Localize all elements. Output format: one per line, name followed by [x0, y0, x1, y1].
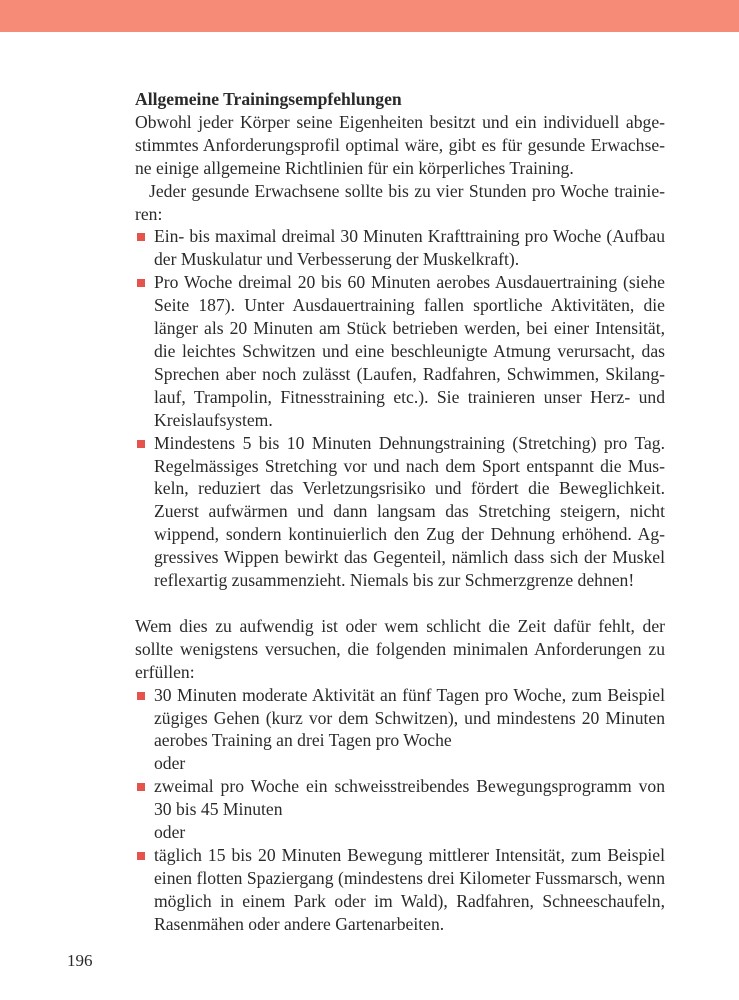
minimal-options-list	[135, 684, 665, 753]
or-separator: oder	[154, 753, 186, 774]
list-item	[135, 432, 665, 592]
list-item-text: 30 Minuten moderate Aktivität an fünf Tagen pro Woche, zum Beispiel zügiges Gehen (kurz vor dem Schwitzen), und mindestens 20 Minuten aerobes Training an drei Tagen pro Woche	[154, 684, 665, 751]
list-item-text: Mindestens 5 bis 10 Minuten Dehnungstraining (Stretching) pro Tag. Regelmässiges Stretching vor und nach dem Sport entspannt die Muskeln, reduziert das Verletzungsrisiko und fördert die Beweglichkeit. Zuerst aufwärmen und dann langsam das Stretching steigern, nicht wippend, sondern kontinuierlich den Zug der Dehnung erhöhend. Aggressives Wippen bewirkt das Gegenteil, nämlich dass sich der Muskel reflexartig zusammenzieht. Niemals bis zur Schmerzgrenze dehnen!	[154, 432, 665, 591]
or-separator: oder	[154, 822, 186, 843]
list-item-text: zweimal pro Woche ein schweisstreibendes Bewegungsprogramm von 30 bis 45 Minuten	[154, 776, 665, 820]
page-number: 196	[67, 951, 93, 970]
minimal-intro-paragraph: Wem dies zu aufwendig ist oder wem schlicht die Zeit dafür fehlt, der sollte wenigstens versuchen, die folgenden minimalen Anforderungen zu erfüllen:	[135, 615, 665, 682]
lead-paragraph: Jeder gesunde Erwachsene sollte bis zu vier Stunden pro Woche trainieren:	[135, 180, 665, 224]
intro-paragraph: Obwohl jeder Körper seine Eigenheiten besitzt und ein individuell abgestimmtes Anforderungsprofil optimal wäre, gibt es für gesunde Erwachsene einige allgemeine Richtlinien für ein körperliches Training.	[135, 111, 665, 178]
minimal-options-list	[135, 775, 665, 821]
list-item-text: täglich 15 bis 20 Minuten Bewegung mittlerer Intensität, zum Beispiel einen flotten Spaziergang (mindestens drei Kilometer Fussmarsch, wenn möglich in einem Park oder im Wald), Radfahren, Schneeschaufeln, Rasenmähen oder andere Gartenarbeiten.	[154, 845, 665, 934]
square-bullet-icon	[137, 279, 145, 287]
list-item	[135, 844, 665, 936]
square-bullet-icon	[137, 783, 145, 791]
square-bullet-icon	[137, 692, 145, 700]
list-item	[135, 775, 665, 821]
recommendation-list	[135, 225, 665, 592]
list-item	[135, 684, 665, 753]
top-color-band	[0, 0, 739, 32]
square-bullet-icon	[137, 233, 145, 241]
square-bullet-icon	[137, 440, 145, 448]
spacer	[135, 592, 665, 615]
list-item-text: Pro Woche dreimal 20 bis 60 Minuten aerobes Ausdauertraining (siehe Seite 187). Unter Ausdauertraining fallen sportliche Aktivitäten, die länger als 20 Minuten am Stück betrieben werden, bei einer Intensität, die leichtes Schwitzen und eine beschleunigte Atmung verursacht, das Sprechen aber noch zulässt (Laufen, Radfahren, Schwimmen, Skilanglauf, Trampolin, Fitnesstraining etc.). Sie trainieren unser Herz- und Kreislaufsystem.	[154, 272, 665, 430]
section-heading: Allgemeine Trainingsempfehlungen	[135, 89, 402, 109]
minimal-options-list	[135, 844, 665, 936]
list-item	[135, 271, 665, 431]
list-item-text: Ein- bis maximal dreimal 30 Minuten Krafttraining pro Woche (Aufbau der Muskulatur und Verbesserung der Muskelkraft).	[154, 226, 665, 270]
page-body	[135, 88, 665, 936]
square-bullet-icon	[137, 852, 145, 860]
list-item	[135, 225, 665, 271]
